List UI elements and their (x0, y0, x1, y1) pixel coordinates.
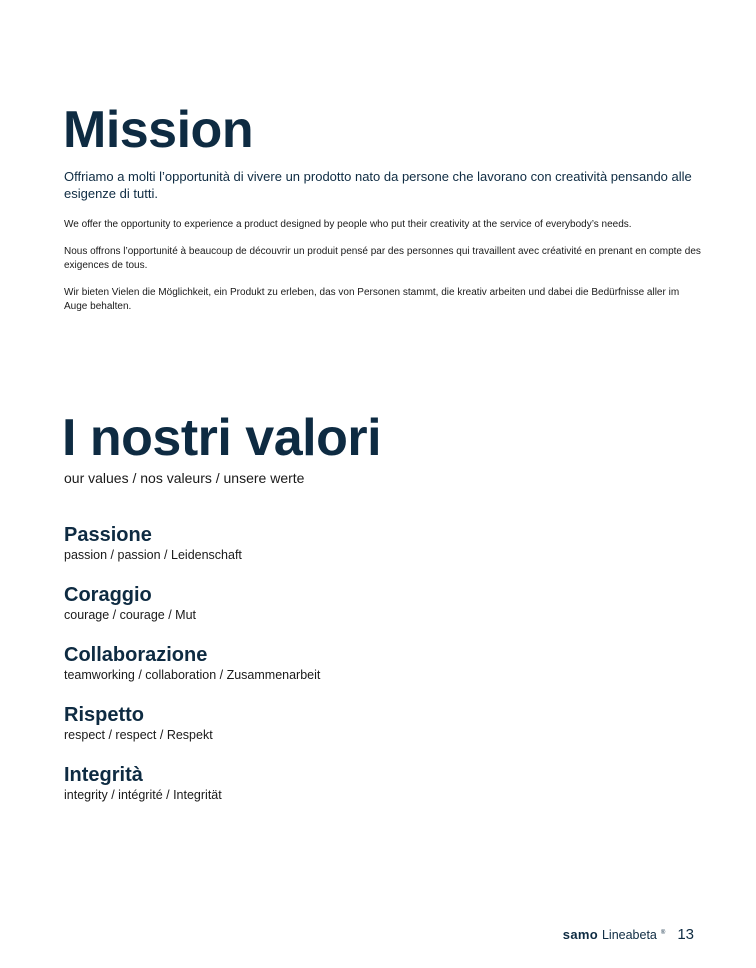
brand-logo-samo: samo (562, 927, 598, 942)
value-translations: passion / passion / Leidenschaft (64, 548, 242, 562)
brand-logo-lineabeta: Lineabeta (601, 928, 657, 942)
mission-text-english: We offer the opportunity to experience a product designed by people who put their creativity at the service of everybody’s needs. (64, 219, 632, 230)
value-item-passione (64, 523, 464, 563)
value-name: Coraggio (64, 584, 152, 606)
value-translations: integrity / intégrité / Integrität (64, 788, 222, 802)
value-item-integrita (64, 763, 464, 803)
value-name: Integrità (64, 764, 143, 786)
value-name: Passione (64, 524, 152, 546)
mission-heading: Mission (63, 101, 254, 159)
values-heading: I nostri valori (62, 409, 382, 467)
page-number: 13 (677, 926, 694, 943)
mission-text-french: Nous offrons l’opportunité à beaucoup de découvrir un produit pensé par des personnes qui travaillent avec créativité en prenant en compte des exigences de tous. (64, 246, 701, 271)
mission-text-italian: Offriamo a molti l’opportunità di vivere un prodotto nato da persone che lavorano con creatività pensando alle esigenze di tutti. (64, 169, 692, 201)
mission-text-german: Wir bieten Vielen die Möglichkeit, ein Produkt zu erleben, das von Personen stammt, die kreativ arbeiten und dabei die Bedürfnisse aller im Auge behalten. (64, 287, 680, 312)
values-subtitle: our values / nos valeurs / unsere werte (64, 470, 305, 486)
value-item-rispetto (64, 703, 464, 743)
value-item-collaborazione (64, 643, 464, 683)
value-translations: respect / respect / Respekt (64, 728, 213, 742)
value-translations: teamworking / collaboration / Zusammenarbeit (64, 668, 321, 682)
value-name: Collaborazione (64, 644, 208, 666)
page-footer (563, 926, 694, 943)
value-item-coraggio (64, 583, 464, 623)
value-name: Rispetto (64, 704, 144, 726)
value-translations: courage / courage / Mut (64, 608, 197, 622)
trademark-symbol: ® (660, 930, 666, 936)
